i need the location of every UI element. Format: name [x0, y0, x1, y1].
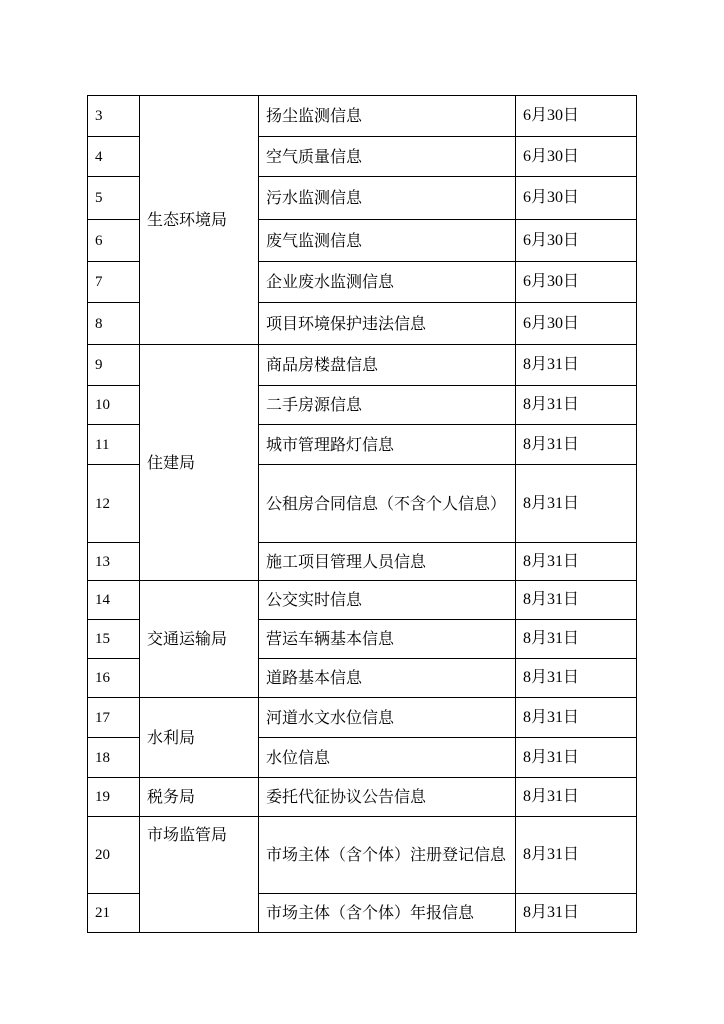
table-row [88, 96, 637, 137]
deadline-date: 6月30日 [516, 303, 637, 345]
row-number: 19 [88, 778, 140, 817]
row-number: 12 [88, 465, 140, 543]
table-row [88, 698, 637, 738]
department-cell: 交通运输局 [140, 581, 259, 698]
row-number: 4 [88, 137, 140, 177]
info-item: 废气监测信息 [259, 220, 516, 262]
info-item: 施工项目管理人员信息 [259, 543, 516, 581]
deadline-date: 8月31日 [516, 778, 637, 817]
deadline-date: 8月31日 [516, 425, 637, 465]
info-item: 营运车辆基本信息 [259, 620, 516, 659]
row-number: 18 [88, 738, 140, 778]
row-number: 11 [88, 425, 140, 465]
department-cell: 住建局 [140, 345, 259, 581]
row-number: 8 [88, 303, 140, 345]
deadline-date: 6月30日 [516, 262, 637, 303]
table-row [88, 581, 637, 620]
department-cell: 市场监管局 [140, 817, 259, 933]
deadline-date: 8月31日 [516, 659, 637, 698]
row-number: 13 [88, 543, 140, 581]
deadline-date: 8月31日 [516, 543, 637, 581]
info-item: 企业废水监测信息 [259, 262, 516, 303]
row-number: 9 [88, 345, 140, 386]
info-item: 市场主体（含个体）年报信息 [259, 894, 516, 933]
info-item: 市场主体（含个体）注册登记信息 [259, 817, 516, 894]
info-table [87, 95, 637, 933]
row-number: 7 [88, 262, 140, 303]
row-number: 10 [88, 386, 140, 425]
table-row [88, 345, 637, 386]
info-item: 河道水文水位信息 [259, 698, 516, 738]
info-item: 商品房楼盘信息 [259, 345, 516, 386]
department-cell: 税务局 [140, 778, 259, 817]
info-item: 委托代征协议公告信息 [259, 778, 516, 817]
deadline-date: 8月31日 [516, 581, 637, 620]
department-cell: 生态环境局 [140, 96, 259, 345]
row-number: 5 [88, 177, 140, 220]
row-number: 20 [88, 817, 140, 894]
deadline-date: 6月30日 [516, 220, 637, 262]
row-number: 16 [88, 659, 140, 698]
row-number: 3 [88, 96, 140, 137]
info-item: 扬尘监测信息 [259, 96, 516, 137]
info-item: 公租房合同信息（不含个人信息） [259, 465, 516, 543]
info-item: 空气质量信息 [259, 137, 516, 177]
deadline-date: 8月31日 [516, 465, 637, 543]
deadline-date: 8月31日 [516, 386, 637, 425]
row-number: 15 [88, 620, 140, 659]
info-item: 污水监测信息 [259, 177, 516, 220]
deadline-date: 8月31日 [516, 894, 637, 933]
info-item: 项目环境保护违法信息 [259, 303, 516, 345]
row-number: 14 [88, 581, 140, 620]
row-number: 6 [88, 220, 140, 262]
table-row [88, 778, 637, 817]
deadline-date: 8月31日 [516, 738, 637, 778]
department-cell: 水利局 [140, 698, 259, 778]
info-item: 城市管理路灯信息 [259, 425, 516, 465]
info-item: 公交实时信息 [259, 581, 516, 620]
deadline-date: 6月30日 [516, 96, 637, 137]
info-item: 水位信息 [259, 738, 516, 778]
info-item: 二手房源信息 [259, 386, 516, 425]
deadline-date: 8月31日 [516, 620, 637, 659]
deadline-date: 6月30日 [516, 177, 637, 220]
deadline-date: 8月31日 [516, 817, 637, 894]
deadline-date: 8月31日 [516, 698, 637, 738]
info-item: 道路基本信息 [259, 659, 516, 698]
deadline-date: 8月31日 [516, 345, 637, 386]
table-row [88, 817, 637, 894]
deadline-date: 6月30日 [516, 137, 637, 177]
row-number: 17 [88, 698, 140, 738]
row-number: 21 [88, 894, 140, 933]
